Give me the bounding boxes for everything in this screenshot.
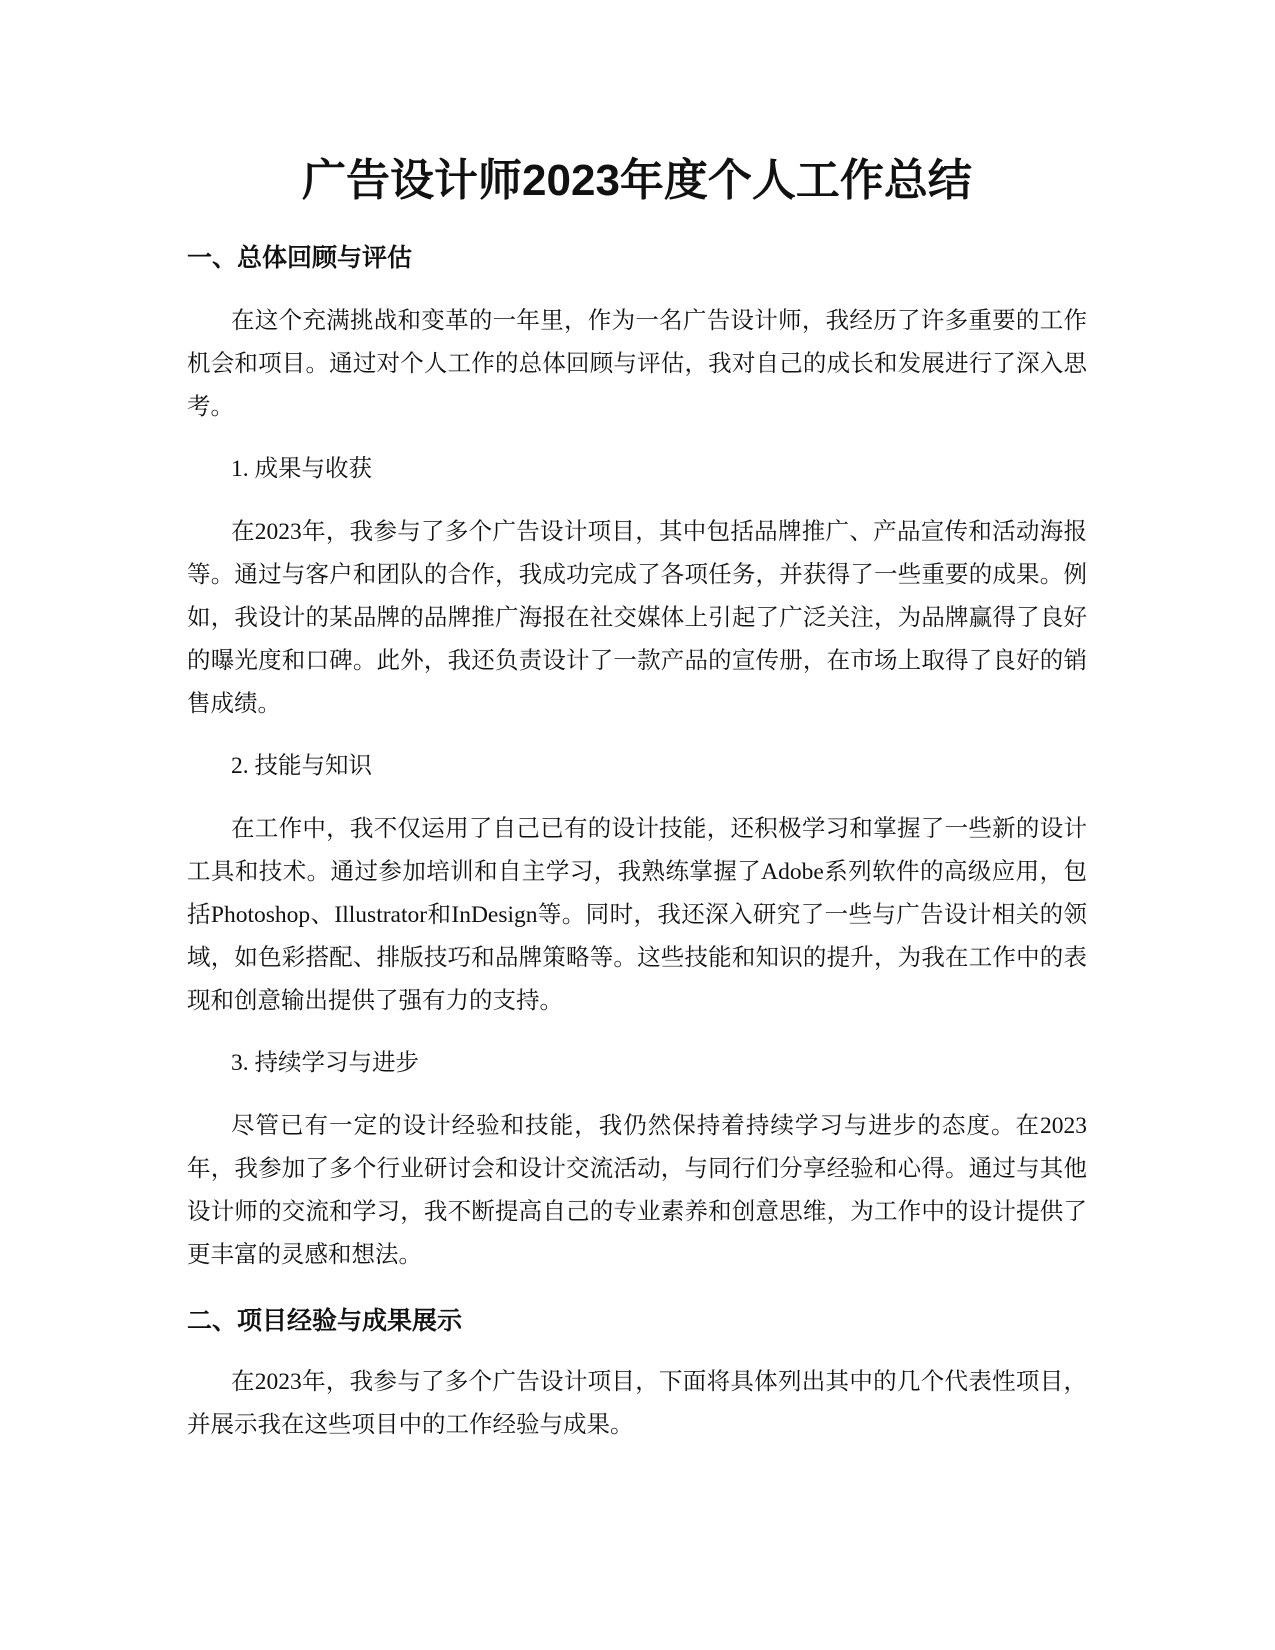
document-content [187,148,1087,1447]
document-title: 广告设计师2023年度个人工作总结 [302,156,972,205]
subsection-title: 1. 成果与收获 [231,456,372,482]
body-paragraph: 在2023年，我参与了多个广告设计项目，其中包括品牌推广、产品宣传和活动海报等。通过与客户和团队的合作，我成功完成了各项任务，并获得了一些重要的成果。例如，我设计的某品牌的品牌推广海报在社交媒体上引起了广泛关注，为品牌赢得了良好的曝光度和口碑。此外，我还负责设计了一款产品的宣传册，在市场上取得了良好的销售成绩。 [187,519,1087,717]
subsection-title: 2. 技能与知识 [231,753,372,779]
section-heading: 二、项目经验与成果展示 [187,1307,463,1335]
body-paragraph: 尽管已有一定的设计经验和技能，我仍然保持着持续学习与进步的态度。在2023年，我参加了多个行业研讨会和设计交流活动，与同行们分享经验和心得。通过与其他设计师的交流和学习，我不断提高自己的专业素养和创意思维，为工作中的设计提供了更丰富的灵感和想法。 [187,1113,1087,1268]
section-intro-paragraph: 在这个充满挑战和变革的一年里，作为一名广告设计师，我经历了许多重要的工作机会和项目。通过对个人工作的总体回顾与评估，我对自己的成长和发展进行了深入思考。 [187,308,1087,420]
section-intro-paragraph: 在2023年，我参与了多个广告设计项目，下面将具体列出其中的几个代表性项目，并展示我在这些项目中的工作经验与成果。 [187,1369,1087,1438]
section-heading: 一、总体回顾与评估 [187,244,413,272]
body-paragraph: 在工作中，我不仅运用了自己已有的设计技能，还积极学习和掌握了一些新的设计工具和技术。通过参加培训和自主学习，我熟练掌握了Adobe系列软件的高级应用，包括Photoshop、Illustrator和InDesign等。同时，我还深入研究了一些与广告设计相关的领域，如色彩搭配、排版技巧和品牌策略等。这些技能和知识的提升，为我在工作中的表现和创意输出提供了强有力的支持。 [187,816,1087,1014]
subsection-title: 3. 持续学习与进步 [231,1050,419,1076]
